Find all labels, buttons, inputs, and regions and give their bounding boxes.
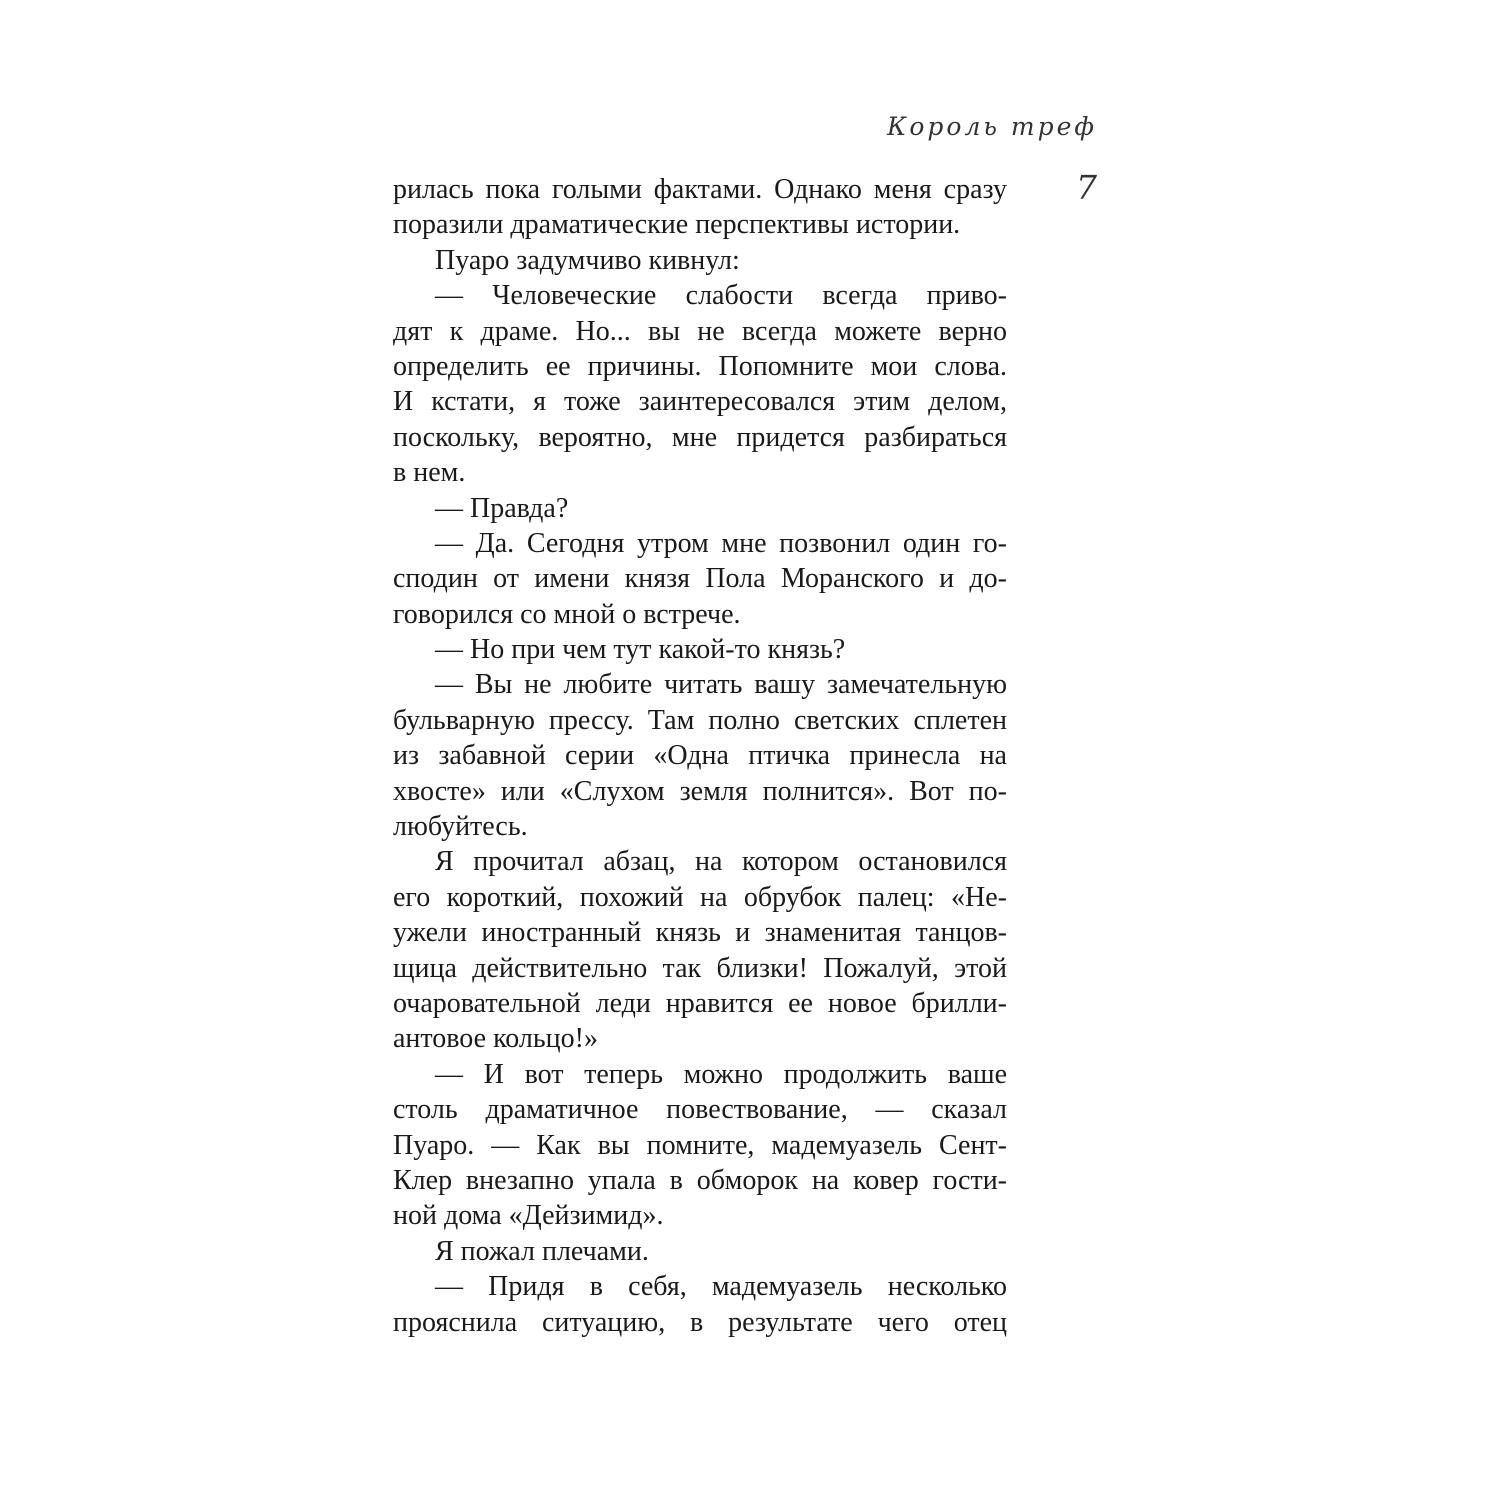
text-line: сподин от имени князя Пола Моранского и до- xyxy=(393,563,1007,595)
text-line: Пуаро. — Как вы помните, мадемуазель Сент- xyxy=(393,1129,1007,1161)
text-line: — Но при чем тут какой-то князь? xyxy=(435,634,846,666)
text-line: поскольку, вероятно, мне придется разбираться xyxy=(393,421,1007,453)
text-line: Я прочитал абзац, на котором остановился xyxy=(435,846,1007,878)
text-line: определить ее причины. Попомните мои слова. xyxy=(393,350,1007,382)
text-line: хвосте» или «Слухом земля полнится». Вот по- xyxy=(393,775,1007,807)
text-line: любуйтесь. xyxy=(393,811,528,843)
text-line: И кстати, я тоже заинтересовался этим делом, xyxy=(393,386,1007,418)
body-text xyxy=(393,172,1007,1340)
text-line: дят к драме. Но... вы не всегда можете верно xyxy=(393,315,1007,347)
text-line: из забавной серии «Одна птичка принесла на xyxy=(393,740,1007,772)
text-line: в нем. xyxy=(393,457,466,489)
text-line: Пуаро задумчиво кивнул: xyxy=(435,244,740,276)
text-line: антовое кольцо!» xyxy=(393,1023,598,1055)
text-line: очаровательной леди нравится ее новое брилли- xyxy=(393,987,1007,1019)
text-line: — Правда? xyxy=(435,492,569,524)
text-line: столь драматичное повествование, — сказал xyxy=(393,1094,1007,1126)
text-line: рилась пока голыми фактами. Однако меня сразу xyxy=(393,174,1007,205)
text-line: Клер внезапно упала в обморок на ковер гости- xyxy=(393,1164,1007,1196)
text-line: — Вы не любите читать вашу замечательную xyxy=(435,669,1007,701)
text-line: — Человеческие слабости всегда приво- xyxy=(435,280,1007,312)
text-line: ной дома «Дейзимид». xyxy=(393,1200,664,1232)
text-line: — Придя в себя, мадемуазель несколько xyxy=(435,1271,1007,1303)
text-line: говорился со мной о встрече. xyxy=(393,598,741,630)
text-line: поразили драматические перспективы истории. xyxy=(393,209,961,241)
text-line: бульварную прессу. Там полно светских сплетен xyxy=(393,704,1007,736)
text-line: ужели иностранный князь и знаменитая танцов- xyxy=(393,917,1007,949)
text-line: — И вот теперь можно продолжить ваше xyxy=(435,1058,1007,1090)
text-line: — Да. Сегодня утром мне позвонил один го- xyxy=(435,527,1007,559)
text-line: Я пожал плечами. xyxy=(435,1235,649,1267)
running-title: Король треф xyxy=(886,112,1097,141)
page-number: 7 xyxy=(1076,168,1097,207)
text-line: его короткий, похожий на обрубок палец: «Не- xyxy=(393,881,1007,913)
text-line: прояснила ситуацию, в результате чего отец xyxy=(393,1306,1007,1338)
text-line: щица действительно так близки! Пожалуй, этой xyxy=(393,952,1007,984)
